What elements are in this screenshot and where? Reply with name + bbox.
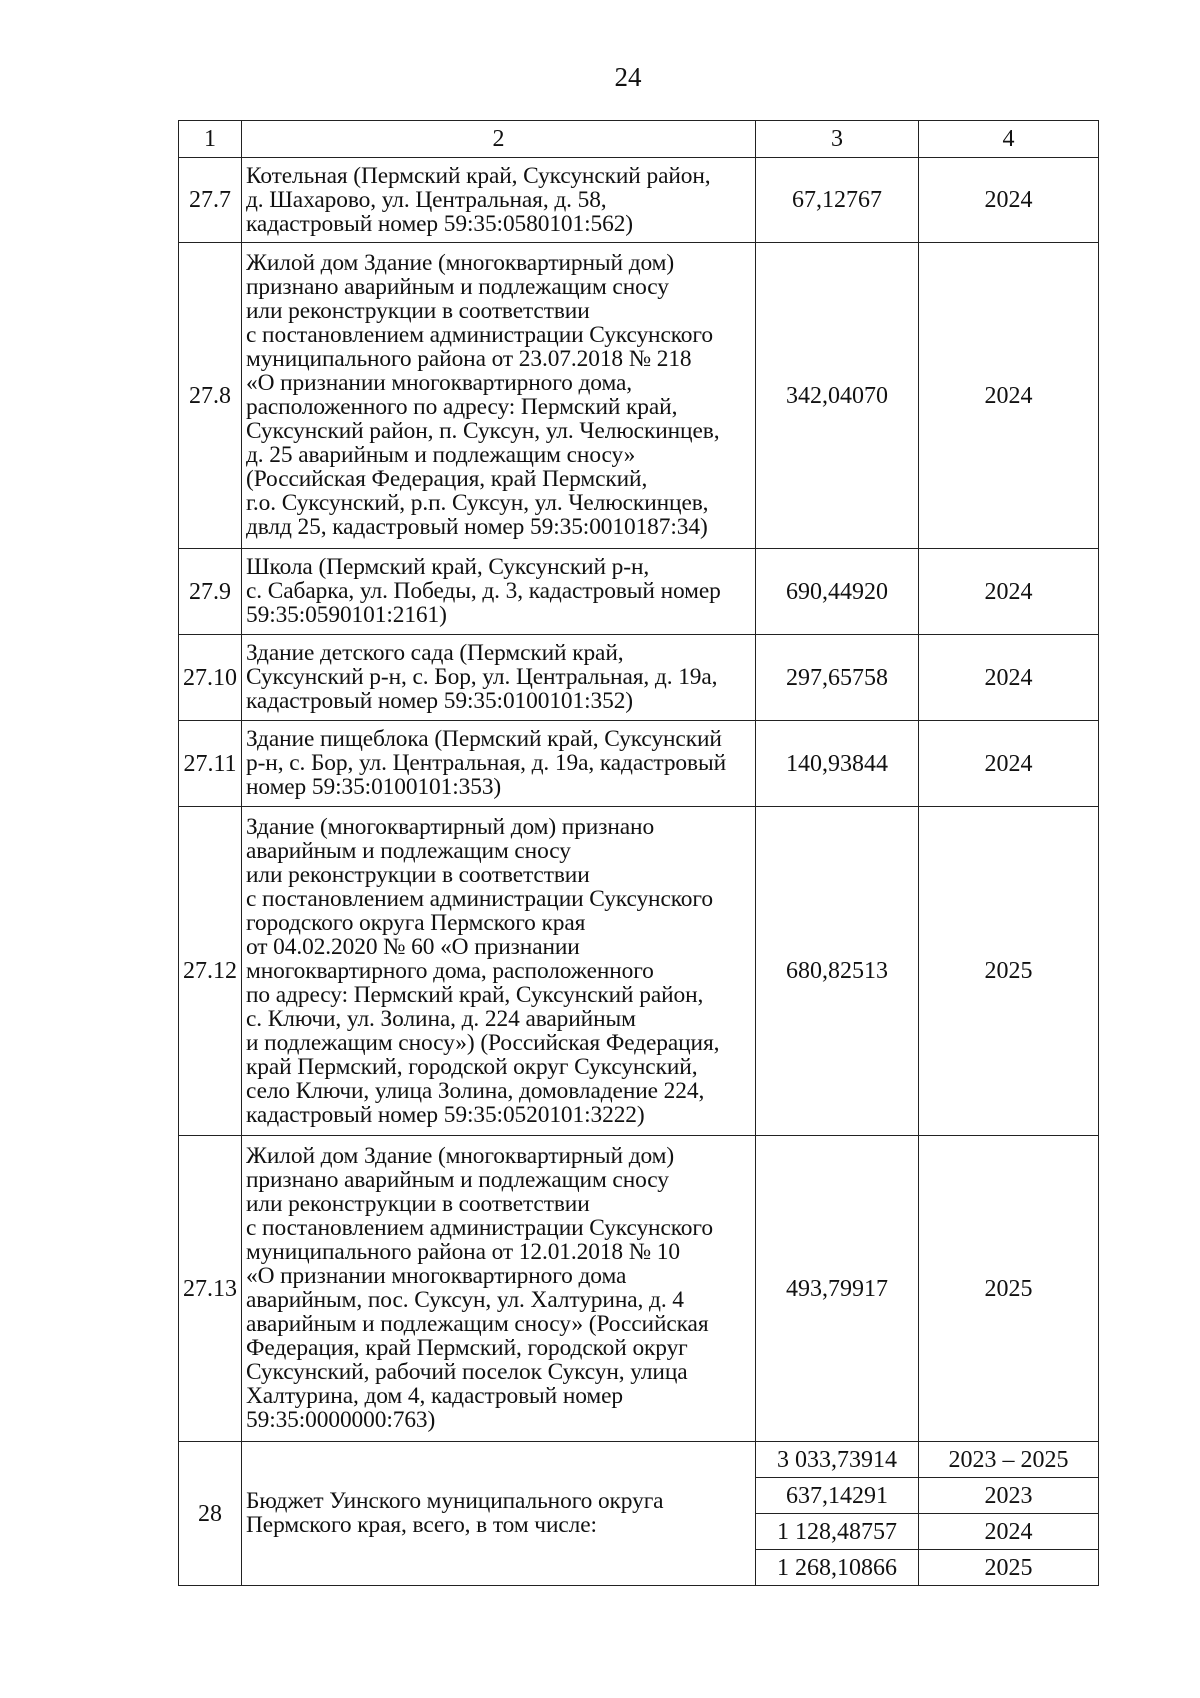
- row-amount: 140,93844: [756, 721, 919, 807]
- row-number: 27.13: [179, 1136, 242, 1442]
- budget-year: 2023: [919, 1478, 1099, 1514]
- column-header: 4: [919, 121, 1099, 158]
- budget-year: 2023 – 2025: [919, 1442, 1099, 1478]
- row-year: 2024: [919, 158, 1099, 243]
- row-amount: 342,04070: [756, 243, 919, 549]
- budget-amount: 3 033,73914: [756, 1442, 919, 1478]
- row-year: 2025: [919, 807, 1099, 1136]
- row-number: 27.12: [179, 807, 242, 1136]
- row-description: Здание детского сада (Пермский край, Суксунский р-н, с. Бор, ул. Центральная, д. 19а, кадастровый номер 59:35:0100101:352): [242, 635, 756, 721]
- row-year: 2024: [919, 635, 1099, 721]
- column-header: 3: [756, 121, 919, 158]
- row-number: 27.8: [179, 243, 242, 549]
- row-number: 27.10: [179, 635, 242, 721]
- budget-amount: 1 268,10866: [756, 1550, 919, 1586]
- row-number: 27.11: [179, 721, 242, 807]
- table-row: [179, 243, 1099, 549]
- row-amount: 680,82513: [756, 807, 919, 1136]
- row-number: 27.9: [179, 549, 242, 635]
- row-description: Здание пищеблока (Пермский край, Суксунский р-н, с. Бор, ул. Центральная, д. 19а, кадастровый номер 59:35:0100101:353): [242, 721, 756, 807]
- row-year: 2024: [919, 721, 1099, 807]
- budget-row: [179, 1442, 1099, 1478]
- row-amount: 67,12767: [756, 158, 919, 243]
- budget-amount: 1 128,48757: [756, 1514, 919, 1550]
- budget-amount: 637,14291: [756, 1478, 919, 1514]
- row-description: Бюджет Уинского муниципального округа Пермского края, всего, в том числе:: [242, 1442, 756, 1586]
- row-year: 2025: [919, 1136, 1099, 1442]
- row-year: 2024: [919, 243, 1099, 549]
- row-number: 27.7: [179, 158, 242, 243]
- row-description: Котельная (Пермский край, Суксунский район, д. Шахарово, ул. Центральная, д. 58, кадастровый номер 59:35:0580101:562): [242, 158, 756, 243]
- budget-table: [178, 120, 1099, 1586]
- row-description: Школа (Пермский край, Суксунский р-н, с. Сабарка, ул. Победы, д. 3, кадастровый номер 59:35:0590101:2161): [242, 549, 756, 635]
- budget-year: 2025: [919, 1550, 1099, 1586]
- row-amount: 493,79917: [756, 1136, 919, 1442]
- row-description: Жилой дом Здание (многоквартирный дом) признано аварийным и подлежащим сносу или реконструкции в соответствии с постановлением администрации Суксунского муниципального района от 23.07.2018 № 218 «О признании многоквартирного дома, расположенного по адресу: Пермский край, Суксунский район, п. Суксун, ул. Челюскинцев, д. 25 аварийным и подлежащим сносу» (Российская Федерация, край Пермский, г.о. Суксунский, р.п. Суксун, ул. Челюскинцев, двлд 25, кадастровый номер 59:35:0010187:34): [242, 243, 756, 549]
- row-amount: 690,44920: [756, 549, 919, 635]
- row-description: Жилой дом Здание (многоквартирный дом) признано аварийным и подлежащим сносу или реконструкции в соответствии с постановлением администрации Суксунского муниципального района от 12.01.2018 № 10 «О признании многоквартирного дома аварийным, пос. Суксун, ул. Халтурина, д. 4 аварийным и подлежащим сносу» (Российская Федерация, край Пермский, городской округ Суксунский, рабочий поселок Суксун, улица Халтурина, дом 4, кадастровый номер 59:35:0000000:763): [242, 1136, 756, 1442]
- budget-year: 2024: [919, 1514, 1099, 1550]
- column-header: 1: [179, 121, 242, 158]
- table-header-row: [179, 121, 1099, 158]
- table-row: [179, 549, 1099, 635]
- page-number: 24: [614, 62, 642, 92]
- column-header: 2: [242, 121, 756, 158]
- row-year: 2024: [919, 549, 1099, 635]
- row-amount: 297,65758: [756, 635, 919, 721]
- row-number: 28: [179, 1442, 242, 1586]
- table-row: [179, 807, 1099, 1136]
- table-row: [179, 158, 1099, 243]
- table-row: [179, 635, 1099, 721]
- table-row: [179, 721, 1099, 807]
- row-description: Здание (многоквартирный дом) признано аварийным и подлежащим сносу или реконструкции в соответствии с постановлением администрации Суксунского городского округа Пермского края от 04.02.2020 № 60 «О признании многоквартирного дома, расположенного по адресу: Пермский край, Суксунский район, с. Ключи, ул. Золина, д. 224 аварийным и подлежащим сносу») (Российская Федерация, край Пермский, городской округ Суксунский, село Ключи, улица Золина, домовладение 224, кадастровый номер 59:35:0520101:3222): [242, 807, 756, 1136]
- table-row: [179, 1136, 1099, 1442]
